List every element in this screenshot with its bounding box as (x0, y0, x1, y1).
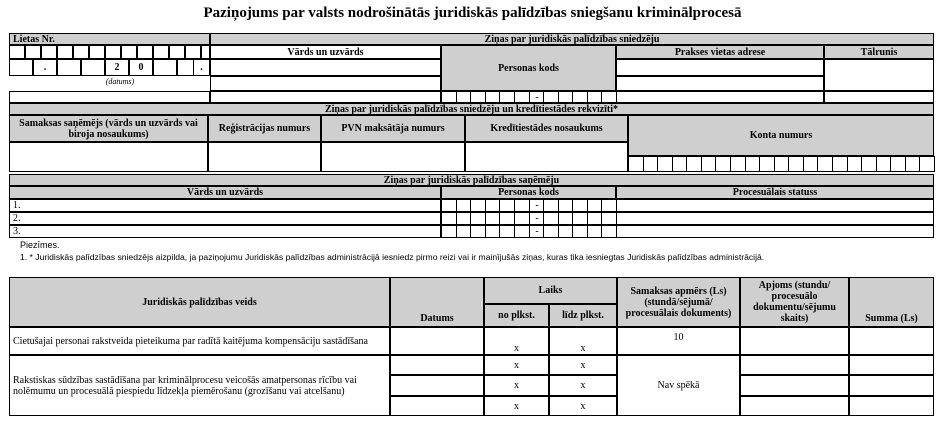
recipient-row-2[interactable]: 2. (9, 212, 441, 225)
bank-details-header: Ziņas par juridiskās palīdzības sniedzēju un kredītiestādes rekvizīti* (9, 103, 934, 115)
account-number-box[interactable] (788, 156, 804, 172)
provider-name-header: Vārds un uzvārds (210, 45, 441, 59)
case-number-box[interactable] (73, 45, 89, 59)
recipient-code-box[interactable] (499, 199, 515, 212)
recipient-code-box[interactable] (441, 199, 457, 212)
case-number-box[interactable] (41, 45, 57, 59)
provider-phone-header: Tālrunis (824, 45, 934, 59)
account-number-header: Konta numurs (628, 115, 934, 156)
provider-code-box[interactable] (543, 91, 559, 103)
date-box: . (193, 59, 210, 76)
recipient-code-box[interactable] (572, 225, 588, 238)
recipient-code-box[interactable] (514, 212, 530, 225)
service-row-2a-volume[interactable] (740, 355, 849, 375)
service-row-2-rate: Nav spēkā (617, 355, 740, 416)
case-number-box[interactable] (9, 45, 25, 59)
providers-header: Ziņas par juridiskās palīdzības sniedzēju (210, 33, 934, 45)
date-header: Datums (390, 277, 484, 327)
recipient-code-box[interactable] (499, 225, 515, 238)
lietas-nr-label: Lietas Nr. (9, 33, 210, 45)
recipient-name-header: Vārds un uzvārds (9, 186, 441, 199)
provider-code-box[interactable] (572, 91, 588, 103)
recipient-code-box[interactable] (514, 199, 530, 212)
recipient-code-box[interactable] (499, 212, 515, 225)
account-number-box[interactable] (817, 156, 833, 172)
account-number-box[interactable] (890, 156, 906, 172)
registration-number-field[interactable] (208, 142, 321, 172)
bank-name-field[interactable] (465, 142, 628, 172)
recipient-code-box[interactable] (601, 199, 617, 212)
service-row-1-to: x (549, 327, 617, 355)
service-row-2-label: Rakstiskas sūdzības sastādīšana par kriminālprocesu veicošās amatpersonas rīcību vai nolēmumu un procesuālā piespiedu līdzekļa piemērošanu (grozīšanu vai atcelšanu) (9, 355, 390, 416)
recipient-status-2[interactable] (616, 212, 934, 225)
provider-address-field[interactable] (616, 59, 824, 76)
volume-header: Apjoms (stundu/ procesuālo dokumentu/sējumu skaits) (740, 277, 849, 327)
recipient-status-1[interactable] (616, 199, 934, 212)
case-number-box[interactable] (25, 45, 41, 59)
service-row-2c-date[interactable] (390, 396, 484, 416)
provider-address-field-2[interactable] (616, 76, 824, 91)
case-number-box[interactable] (185, 45, 201, 59)
recipient-row-3[interactable]: 3. (9, 225, 441, 238)
service-row-2b-date[interactable] (390, 375, 484, 396)
provider-code-box[interactable] (514, 91, 530, 103)
provider-code-box[interactable] (499, 91, 515, 103)
case-number-box[interactable] (105, 45, 121, 59)
case-number-box[interactable] (201, 45, 210, 59)
provider-address-header: Prakses vietas adrese (616, 45, 824, 59)
bank-name-header: Kredītiestādes nosaukums (465, 115, 628, 142)
date-box: 2 (105, 59, 129, 76)
service-row-2a-from: x (484, 355, 549, 375)
recipient-code-box[interactable] (470, 199, 486, 212)
provider-code-box[interactable] (470, 91, 486, 103)
service-row-1-label: Cietušajai personai rakstveida pieteikuma par radītā kaitējuma kompensāciju sastādīšana (9, 327, 390, 355)
date-box[interactable] (9, 59, 33, 76)
service-row-1-sum[interactable] (849, 327, 934, 355)
recipient-header: Ziņas par juridiskās palīdzības saņēmēju (9, 174, 934, 186)
case-number-box[interactable] (89, 45, 105, 59)
account-number-box[interactable] (861, 156, 877, 172)
time-to-header: līdz plkst. (549, 304, 617, 327)
service-row-2b-to: x (549, 375, 617, 396)
recipient-code-box[interactable] (470, 212, 486, 225)
service-row-1-volume[interactable] (740, 327, 849, 355)
registration-number-header: Reģistrācijas numurs (208, 115, 321, 142)
recipient-code-box[interactable] (441, 225, 457, 238)
payee-header: Samaksas saņēmējs (vārds un uzvārds vai biroja nosaukums) (9, 115, 208, 142)
date-box[interactable] (57, 59, 81, 76)
account-number-box[interactable] (628, 156, 644, 172)
date-box[interactable] (153, 59, 177, 76)
provider-name-field-2[interactable] (210, 76, 441, 91)
account-number-box[interactable] (686, 156, 702, 172)
service-row-2a-to: x (549, 355, 617, 375)
recipient-code-box[interactable] (572, 199, 588, 212)
payment-rate-header: Samaksas apmērs (Ls) (stundā/sējumā/ procesuālais dokuments) (617, 277, 740, 327)
case-number-box[interactable] (153, 45, 169, 59)
recipient-code-box[interactable] (441, 212, 457, 225)
notes-label: Piezīmes. (20, 240, 60, 250)
service-row-1-date[interactable] (390, 327, 484, 355)
case-number-box[interactable] (57, 45, 73, 59)
service-row-2c-to: x (549, 396, 617, 416)
case-number-box[interactable] (169, 45, 185, 59)
service-row-2c-sum[interactable] (849, 396, 934, 416)
payee-field[interactable] (9, 142, 208, 172)
date-box: 0 (129, 59, 153, 76)
vat-number-field[interactable] (321, 142, 465, 172)
date-box: . (33, 59, 57, 76)
recipient-code-box[interactable] (543, 199, 559, 212)
recipient-row-1[interactable]: 1. (9, 199, 441, 212)
sum-header: Summa (Ls) (849, 277, 934, 327)
account-number-box[interactable] (832, 156, 848, 172)
account-number-box[interactable] (759, 156, 775, 172)
account-number-box[interactable] (730, 156, 746, 172)
recipient-code-header: Personas kods (441, 186, 616, 199)
recipient-code-box[interactable] (543, 212, 559, 225)
service-row-2c-from: x (484, 396, 549, 416)
recipient-status-3[interactable] (616, 225, 934, 238)
case-number-box[interactable] (137, 45, 153, 59)
account-number-box[interactable] (715, 156, 731, 172)
time-from-header: no plkst. (484, 304, 549, 327)
assistance-type-header: Juridiskās palīdzības veids (9, 277, 390, 327)
recipient-code-box[interactable] (470, 225, 486, 238)
service-row-1-from: x (484, 327, 549, 355)
recipient-code-box[interactable] (601, 212, 617, 225)
recipient-code-box: - (529, 212, 545, 225)
provider-code-box[interactable] (601, 91, 617, 103)
recipient-status-header: Procesuālais statuss (616, 186, 934, 199)
provider-name-field[interactable] (210, 59, 441, 76)
service-row-2a-date[interactable] (390, 355, 484, 375)
recipient-code-box: - (529, 225, 545, 238)
time-header: Laiks (484, 277, 617, 304)
service-row-2b-sum[interactable] (849, 375, 934, 396)
date-caption: (datums) (105, 77, 135, 86)
provider-code-box: - (529, 91, 545, 103)
recipient-code-box[interactable] (543, 225, 559, 238)
provider-code-box[interactable] (441, 91, 457, 103)
provider-code-header: Personas kods (441, 45, 616, 91)
service-row-2c-volume[interactable] (740, 396, 849, 416)
service-row-1-rate: 10 (617, 327, 740, 355)
vat-number-header: PVN maksātāja numurs (321, 115, 465, 142)
provider-name-field-3[interactable] (210, 91, 441, 103)
recipient-code-box[interactable] (601, 225, 617, 238)
provider-phone-field-2[interactable] (824, 91, 934, 103)
case-number-box[interactable] (121, 45, 137, 59)
account-number-box[interactable] (919, 156, 935, 172)
recipient-code-box[interactable] (572, 212, 588, 225)
service-row-2b-volume[interactable] (740, 375, 849, 396)
date-box[interactable] (81, 59, 105, 76)
provider-phone-field[interactable] (824, 59, 934, 91)
recipient-code-box[interactable] (514, 225, 530, 238)
provider-address-field-3[interactable] (616, 91, 824, 103)
note-1: 1. * Juridiskās palīdzības sniedzējs aizpilda, ja paziņojumu Juridiskās palīdzības administrācijā iesniedz pirmo reizi vai ir mainījušās ziņas, kuras tika iesniegtas Juridiskās palīdzības administrācijā. (20, 252, 765, 262)
recipient-code-box: - (529, 199, 545, 212)
account-number-box[interactable] (657, 156, 673, 172)
service-row-2a-sum[interactable] (849, 355, 934, 375)
page-title: Paziņojums par valsts nodrošinātās juridiskās palīdzības sniegšanu kriminālprocesā (203, 5, 742, 21)
empty-cell (9, 91, 210, 103)
service-row-2b-from: x (484, 375, 549, 396)
